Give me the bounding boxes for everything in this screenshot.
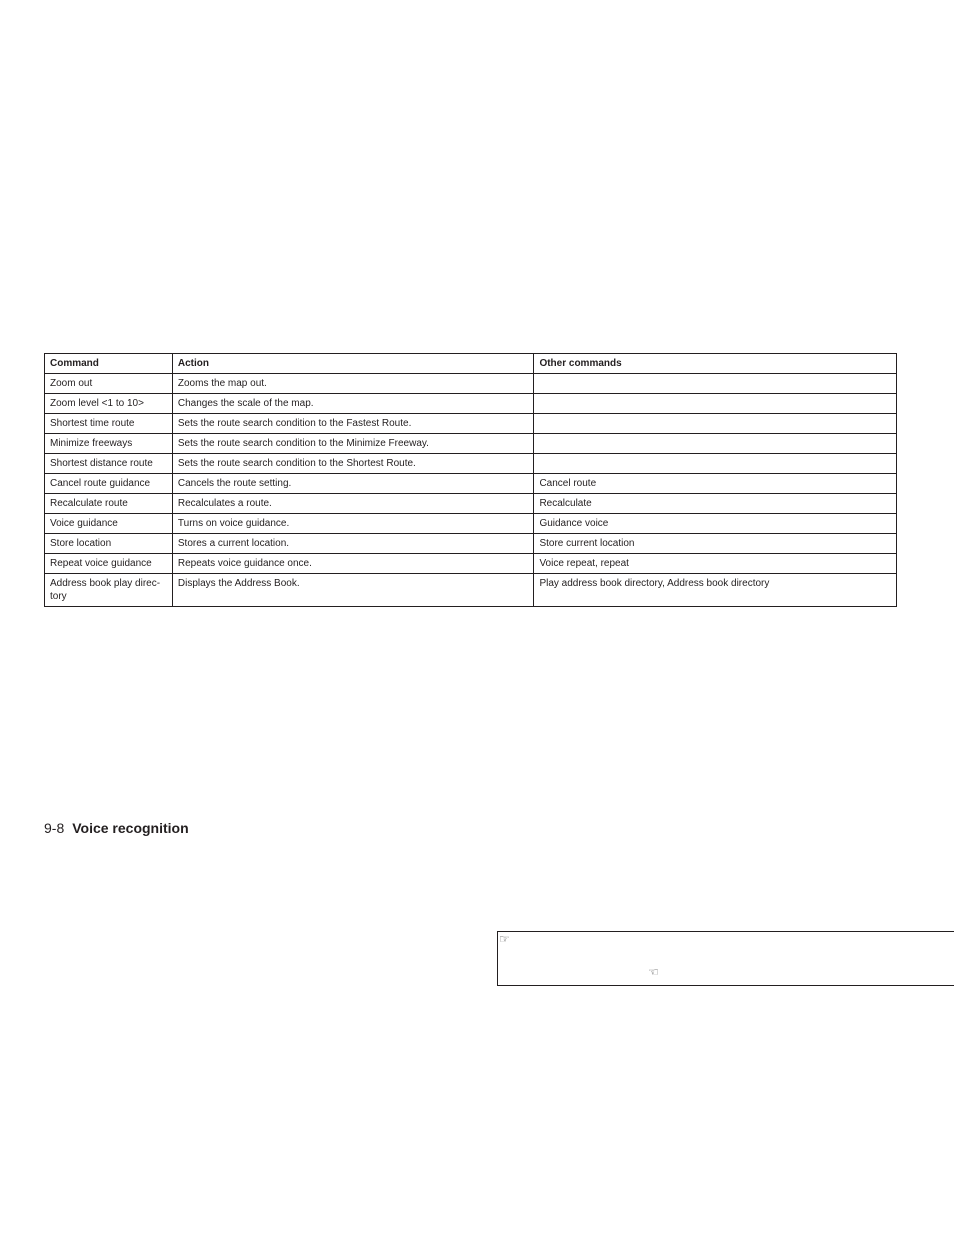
cell-action: Repeats voice guidance once. xyxy=(172,554,534,574)
table-row xyxy=(45,374,897,394)
pointing-hand-left-icon: ☜ xyxy=(648,965,659,979)
table-header-row xyxy=(45,354,897,374)
cell-other-commands xyxy=(534,454,897,474)
section-title: Voice recognition xyxy=(72,820,189,836)
table-row xyxy=(45,514,897,534)
cell-other-commands: Guidance voice xyxy=(534,514,897,534)
table-row xyxy=(45,494,897,514)
table-row xyxy=(45,574,897,607)
cell-command: Address book play direc-tory xyxy=(45,574,173,607)
table-row xyxy=(45,414,897,434)
table-row xyxy=(45,534,897,554)
cell-action: Displays the Address Book. xyxy=(172,574,534,607)
table-row xyxy=(45,394,897,414)
cell-command: Shortest distance route xyxy=(45,454,173,474)
cell-action: Changes the scale of the map. xyxy=(172,394,534,414)
cell-command: Minimize freeways xyxy=(45,434,173,454)
note-box xyxy=(497,931,954,986)
cell-command: Repeat voice guidance xyxy=(45,554,173,574)
voice-commands-table xyxy=(44,353,897,607)
cell-action: Turns on voice guidance. xyxy=(172,514,534,534)
header-other-commands: Other commands xyxy=(534,354,897,374)
page-number: 9-8 xyxy=(44,820,65,836)
cell-command: Shortest time route xyxy=(45,414,173,434)
cell-action: Zooms the map out. xyxy=(172,374,534,394)
pointing-hand-right-icon: ☞ xyxy=(499,932,510,946)
table-row xyxy=(45,474,897,494)
cell-command: Zoom out xyxy=(45,374,173,394)
cell-command: Store location xyxy=(45,534,173,554)
cell-other-commands: Cancel route xyxy=(534,474,897,494)
cell-other-commands: Recalculate xyxy=(534,494,897,514)
cell-other-commands xyxy=(534,434,897,454)
header-command: Command xyxy=(45,354,173,374)
cell-command: Zoom level <1 to 10> xyxy=(45,394,173,414)
table-row xyxy=(45,434,897,454)
cell-action: Sets the route search condition to the Minimize Freeway. xyxy=(172,434,534,454)
cell-command: Recalculate route xyxy=(45,494,173,514)
header-action: Action xyxy=(172,354,534,374)
cell-action: Stores a current location. xyxy=(172,534,534,554)
cell-command: Cancel route guidance xyxy=(45,474,173,494)
page-footer xyxy=(44,820,189,836)
cell-other-commands xyxy=(534,414,897,434)
cell-action: Sets the route search condition to the Fastest Route. xyxy=(172,414,534,434)
cell-action: Recalculates a route. xyxy=(172,494,534,514)
table-row xyxy=(45,454,897,474)
cell-action: Cancels the route setting. xyxy=(172,474,534,494)
table-row xyxy=(45,554,897,574)
cell-action: Sets the route search condition to the Shortest Route. xyxy=(172,454,534,474)
cell-other-commands xyxy=(534,374,897,394)
cell-other-commands: Play address book directory, Address book directory xyxy=(534,574,897,607)
cell-other-commands: Store current location xyxy=(534,534,897,554)
cell-other-commands xyxy=(534,394,897,414)
cell-other-commands: Voice repeat, repeat xyxy=(534,554,897,574)
cell-command: Voice guidance xyxy=(45,514,173,534)
